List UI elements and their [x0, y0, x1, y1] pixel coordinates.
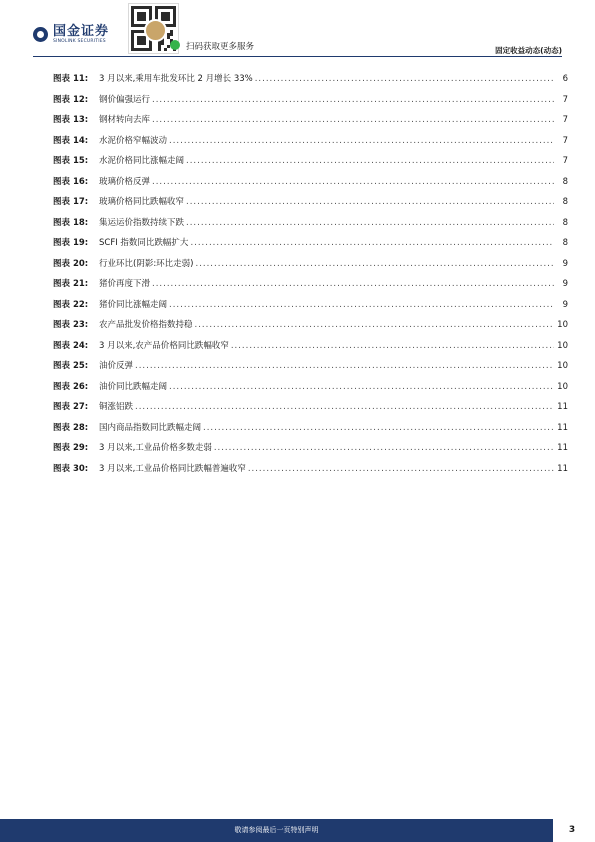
toc-leader-dots	[214, 443, 554, 453]
toc-page-number: 10	[557, 340, 568, 351]
toc-entry[interactable]	[53, 298, 568, 319]
toc-leader-dots	[135, 361, 554, 371]
footer-disclaimer: 敬请参阅最后一页特别声明	[234, 826, 319, 834]
toc-page-number: 7	[562, 115, 568, 125]
toc-leader-dots	[152, 279, 554, 289]
toc-figure-number: 图表 19:	[53, 238, 89, 248]
toc-entry[interactable]	[53, 93, 568, 114]
toc-entry[interactable]	[53, 216, 568, 237]
toc-page-number: 9	[562, 258, 568, 269]
toc-figure-number: 图表 20:	[53, 258, 89, 269]
toc-figure-title: 油价同比跌幅走阔	[99, 381, 168, 392]
scan-prompt: 扫码获取更多服务	[186, 42, 255, 52]
toc-figure-number: 图表 21:	[53, 279, 89, 289]
toc-figure-number: 图表 14:	[53, 135, 89, 146]
toc-leader-dots	[195, 320, 554, 330]
logo-name-cn: 国金证券	[53, 24, 110, 39]
toc-entry[interactable]	[53, 113, 568, 134]
toc-page-number: 11	[557, 402, 568, 412]
toc-entry[interactable]	[53, 257, 568, 278]
toc-entry[interactable]	[53, 154, 568, 175]
toc-page-number: 10	[557, 361, 568, 371]
toc-page-number: 8	[562, 197, 568, 207]
toc-entry[interactable]	[53, 380, 568, 401]
wechat-icon	[170, 40, 180, 50]
footer-bar	[0, 819, 553, 842]
toc-figure-title: SCFI 指数同比跌幅扩大	[99, 238, 189, 248]
toc-figure-title: 钢材转向去库	[99, 115, 151, 125]
toc-leader-dots	[152, 115, 554, 125]
toc-figure-number: 图表 15:	[53, 156, 89, 166]
toc-leader-dots	[135, 402, 554, 412]
toc-leader-dots	[196, 259, 555, 269]
toc-page-number: 11	[557, 443, 568, 453]
toc-leader-dots	[255, 74, 554, 84]
toc-leader-dots	[231, 341, 554, 351]
toc-figure-title: 3 月以来,乘用车批发环比 2 月增长 33%	[99, 74, 253, 84]
toc-page-number: 11	[557, 422, 568, 433]
toc-entry[interactable]	[53, 134, 568, 155]
toc-page-number: 10	[557, 381, 568, 392]
toc-page-number: 9	[562, 279, 568, 289]
toc-leader-dots	[186, 218, 554, 228]
logo-icon	[33, 27, 48, 42]
toc-figure-title: 水泥价格同比涨幅走阔	[99, 156, 185, 166]
toc-entry[interactable]	[53, 318, 568, 339]
toc-figure-number: 图表 26:	[53, 381, 89, 392]
toc-figure-title: 铜涨铝跌	[99, 402, 134, 412]
toc-figure-title: 行业环比(阴影:环比走弱)	[99, 258, 194, 269]
toc-page-number: 10	[557, 320, 568, 330]
toc-page-number: 9	[562, 299, 568, 310]
toc-leader-dots	[186, 156, 554, 166]
toc-entry[interactable]	[53, 359, 568, 380]
toc-entry[interactable]	[53, 72, 568, 93]
toc-figure-title: 3 月以来,农产品价格同比跌幅收窄	[99, 340, 229, 351]
toc-leader-dots	[169, 136, 554, 146]
toc-entry[interactable]	[53, 441, 568, 462]
toc-figure-title: 玻璃价格反弹	[99, 176, 151, 187]
toc-figure-title: 水泥价格窄幅波动	[99, 135, 168, 146]
toc-leader-dots	[169, 382, 554, 392]
figure-list	[53, 72, 568, 482]
toc-entry[interactable]	[53, 421, 568, 442]
toc-leader-dots	[248, 464, 554, 474]
toc-figure-number: 图表 28:	[53, 422, 89, 433]
toc-leader-dots	[186, 197, 554, 207]
toc-figure-number: 图表 17:	[53, 197, 89, 207]
toc-figure-number: 图表 29:	[53, 443, 89, 453]
toc-leader-dots	[152, 95, 554, 105]
toc-page-number: 7	[562, 156, 568, 166]
report-type-label: 固定收益动态(动态)	[495, 46, 562, 55]
toc-entry[interactable]	[53, 462, 568, 483]
toc-figure-number: 图表 12:	[53, 94, 89, 105]
toc-entry[interactable]	[53, 277, 568, 298]
toc-figure-title: 国内商品指数同比跌幅走阔	[99, 422, 202, 433]
toc-page-number: 11	[557, 463, 568, 474]
toc-figure-title: 3 月以来,工业品价格多数走弱	[99, 443, 212, 453]
toc-entry[interactable]	[53, 195, 568, 216]
page-footer	[0, 815, 595, 842]
toc-figure-title: 农产品批发价格指数持稳	[99, 320, 193, 330]
toc-figure-title: 猪价再度下滑	[99, 279, 151, 289]
toc-figure-number: 图表 27:	[53, 402, 89, 412]
company-logo	[33, 25, 109, 45]
toc-figure-number: 图表 24:	[53, 340, 89, 351]
page-header	[0, 0, 595, 60]
toc-figure-number: 图表 30:	[53, 463, 89, 474]
toc-entry[interactable]	[53, 400, 568, 421]
toc-page-number: 8	[562, 176, 568, 187]
toc-figure-number: 图表 11:	[53, 74, 89, 84]
logo-name-en: SINOLINK SECURITIES	[53, 39, 106, 44]
toc-figure-number: 图表 16:	[53, 176, 89, 187]
toc-leader-dots	[203, 423, 554, 433]
toc-page-number: 7	[562, 94, 568, 105]
toc-entry[interactable]	[53, 175, 568, 196]
toc-page-number: 6	[562, 74, 568, 84]
toc-figure-number: 图表 18:	[53, 217, 89, 228]
toc-figure-number: 图表 23:	[53, 320, 89, 330]
toc-figure-title: 猪价同比涨幅走阔	[99, 299, 168, 310]
header-divider	[33, 56, 562, 57]
toc-figure-number: 图表 25:	[53, 361, 89, 371]
toc-figure-title: 玻璃价格同比跌幅收窄	[99, 197, 185, 207]
toc-leader-dots	[169, 300, 554, 310]
toc-figure-number: 图表 13:	[53, 115, 89, 125]
toc-page-number: 8	[562, 217, 568, 228]
toc-page-number: 7	[562, 135, 568, 146]
toc-leader-dots	[190, 238, 554, 248]
toc-figure-title: 钢价偏强运行	[99, 94, 151, 105]
toc-entry[interactable]	[53, 339, 568, 360]
toc-figure-number: 图表 22:	[53, 299, 89, 310]
toc-figure-title: 集运运价指数持续下跌	[99, 217, 185, 228]
page-number: 3	[568, 825, 576, 835]
toc-entry[interactable]	[53, 236, 568, 257]
toc-figure-title: 3 月以来,工业品价格同比跌幅普遍收窄	[99, 463, 246, 474]
toc-leader-dots	[152, 177, 554, 187]
toc-figure-title: 油价反弹	[99, 361, 134, 371]
toc-page-number: 8	[562, 238, 568, 248]
